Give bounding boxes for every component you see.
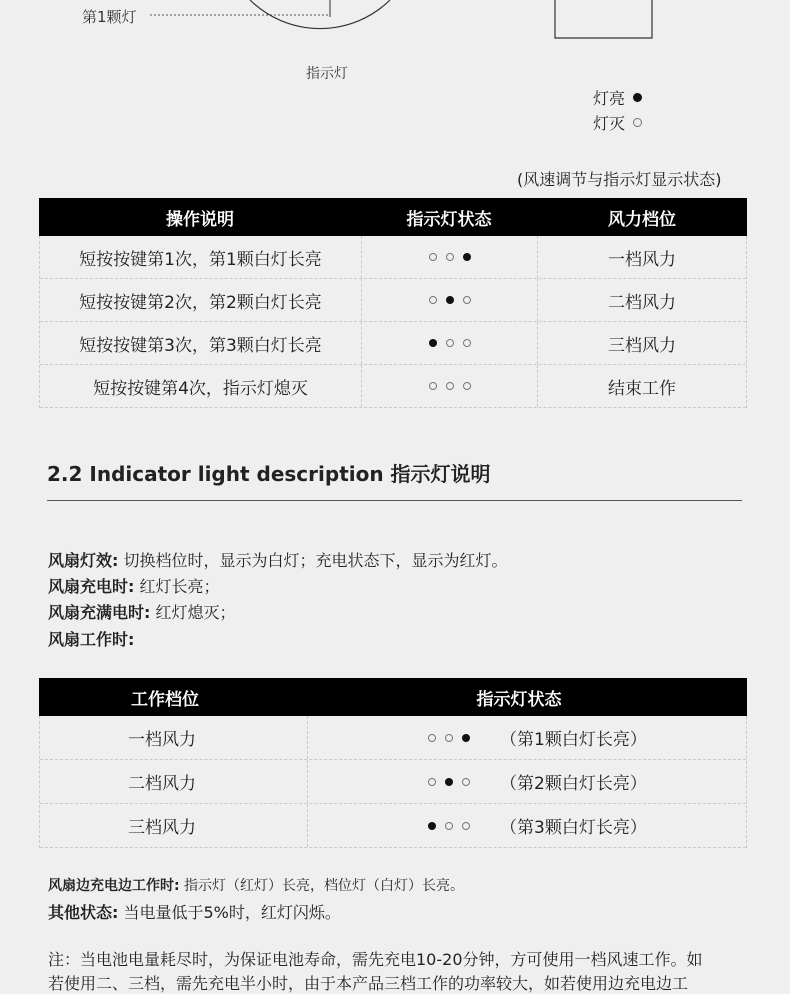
operation-cell: 短按按键第2次，第2颗白灯长亮 <box>40 279 362 321</box>
note-line-2: 若使用二、三档，需先充电半小时，由于本产品三档工作的功率较大，如若使用边充电边工 <box>48 974 689 993</box>
indicator-dots <box>428 778 470 786</box>
indicator-label: 指示灯 <box>306 66 348 82</box>
indicator-dots <box>429 296 471 304</box>
operation-cell: 短按按键第3次，第3颗白灯长亮 <box>40 322 362 364</box>
work-light-note: （第1颗白灯长亮） <box>500 730 647 750</box>
wind-level-cell: 三档风力 <box>608 335 676 356</box>
description-line <box>48 600 236 623</box>
extra-label: 风扇边充电边工作时: <box>48 878 180 894</box>
table-row <box>40 365 746 408</box>
legend <box>593 86 642 134</box>
light-off-icon <box>429 296 437 304</box>
extra-text: 指示灯（红灯）长亮，档位灯（白灯）长亮。 <box>179 878 465 894</box>
legend-off <box>593 111 642 134</box>
light-off-icon <box>429 253 437 261</box>
wind-level-cell: 一档风力 <box>608 249 676 270</box>
legend-on-label: 灯亮 <box>593 89 626 108</box>
light-off-icon <box>633 118 642 127</box>
light-on-icon <box>429 339 437 347</box>
work-table-body <box>39 716 747 848</box>
description-text: 红灯熄灭； <box>150 603 236 622</box>
fan-diagram <box>0 0 790 140</box>
light-off-icon <box>462 778 470 786</box>
header-operation: 操作说明 <box>166 209 234 230</box>
light-on-icon <box>445 778 453 786</box>
section-title: 2.2 Indicator light description 指示灯说明 <box>47 462 491 486</box>
work-light-note: （第3颗白灯长亮） <box>500 818 647 838</box>
extra-line <box>48 900 341 923</box>
table-row <box>40 322 746 365</box>
description-label: 风扇充电时: <box>48 577 135 596</box>
description-line <box>48 548 508 571</box>
light-off-icon <box>462 822 470 830</box>
table-row <box>40 804 746 848</box>
description-label: 风扇灯效: <box>48 551 119 570</box>
light-off-icon <box>428 734 436 742</box>
light-status-cell <box>362 322 538 364</box>
light-off-icon <box>463 382 471 390</box>
light-status-cell <box>362 236 538 278</box>
work-light-cell <box>308 760 746 803</box>
light-off-icon <box>463 296 471 304</box>
description-text: 红灯长亮； <box>134 577 220 596</box>
work-level-cell: 一档风力 <box>40 716 308 759</box>
light-on-icon <box>463 253 471 261</box>
light-on-icon <box>633 93 642 102</box>
indicator-dots <box>429 253 471 261</box>
indicator-dots <box>428 822 470 830</box>
extra-text: 当电量低于5%时，红灯闪烁。 <box>118 903 341 922</box>
extra-line <box>48 875 464 895</box>
work-level-cell: 三档风力 <box>40 804 308 847</box>
work-light-cell <box>308 716 746 759</box>
first-light-label: 第1颗灯 <box>82 8 137 26</box>
header-light-status: 指示灯状态 <box>406 209 492 230</box>
extra-label: 其他状态: <box>48 903 119 922</box>
header-work-level: 工作档位 <box>131 689 199 710</box>
header-wind-level: 风力档位 <box>608 209 676 230</box>
table-row <box>40 716 746 760</box>
description-label: 风扇工作时: <box>48 630 135 649</box>
light-on-icon <box>446 296 454 304</box>
legend-off-label: 灯灭 <box>593 114 626 133</box>
table-row <box>40 760 746 804</box>
light-on-icon <box>462 734 470 742</box>
light-off-icon <box>446 339 454 347</box>
speed-table-header <box>39 198 747 236</box>
table-row <box>40 236 746 279</box>
light-off-icon <box>445 822 453 830</box>
light-off-icon <box>428 778 436 786</box>
speed-table-caption: (风速调节与指示灯显示状态) <box>517 170 722 189</box>
legend-on <box>593 86 642 109</box>
description-label: 风扇充满电时: <box>48 603 151 622</box>
wind-level-cell: 二档风力 <box>608 292 676 313</box>
indicator-dots <box>429 382 471 390</box>
light-off-icon <box>446 382 454 390</box>
table-row <box>40 279 746 322</box>
work-table <box>39 678 747 848</box>
description-text: 切换档位时，显示为白灯；充电状态下，显示为红灯。 <box>118 551 508 570</box>
indicator-dots <box>429 339 471 347</box>
light-status-cell <box>362 279 538 321</box>
speed-table-body <box>39 236 747 408</box>
wind-level-cell: 结束工作 <box>608 378 676 399</box>
operation-cell: 短按按键第1次，第1颗白灯长亮 <box>40 236 362 278</box>
description-line <box>48 627 134 650</box>
light-status-cell <box>362 365 538 407</box>
speed-table <box>39 198 747 408</box>
operation-cell: 短按按键第4次，指示灯熄灭 <box>40 365 362 407</box>
light-off-icon <box>429 382 437 390</box>
light-on-icon <box>428 822 436 830</box>
indicator-dots <box>428 734 470 742</box>
description-line <box>48 574 220 597</box>
work-light-note: （第2颗白灯长亮） <box>500 774 647 794</box>
work-light-cell <box>308 804 746 847</box>
light-off-icon <box>446 253 454 261</box>
header-work-light-status: 指示灯状态 <box>476 689 562 710</box>
light-off-icon <box>445 734 453 742</box>
work-level-cell: 二档风力 <box>40 760 308 803</box>
note-line-1: 注：当电池电量耗尽时，为保证电池寿命，需先充电10-20分钟，方可使用一档风速工作。如 <box>48 950 703 969</box>
light-off-icon <box>463 339 471 347</box>
work-table-header <box>39 678 747 716</box>
section-divider <box>47 500 742 501</box>
